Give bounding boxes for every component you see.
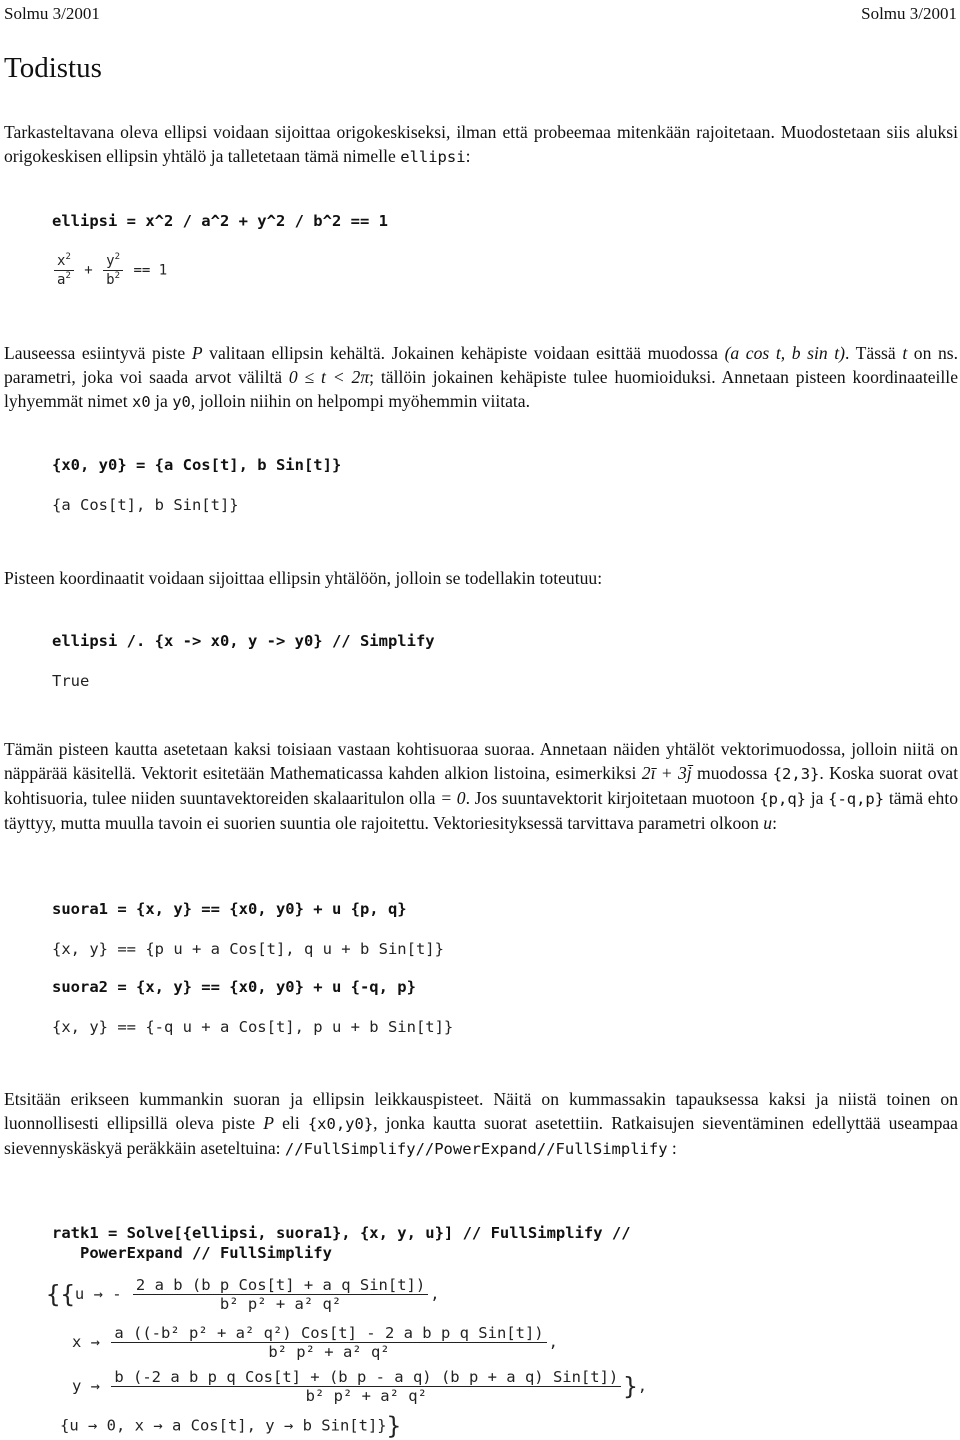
text: Tarkasteltavana oleva ellipsi voidaan sijoittaa origokeskiseksi, ilman että probeemaa mitenkään rajoitetaan. Muodostetaan siis aluksi origokeskisen ellipsin yhtälö ja talletetaan tämä nimelle [4, 122, 958, 166]
input-cell-simplify: ellipsi /. {x -> x0, y -> y0} // Simplify [52, 632, 435, 650]
output-cell-ratk1-x: x → $\frac{\text{a ((-b² p² + a² q²) Cos[t] - 2 a b p q Sin[t])}}{\text{b² p² + a² q²}}$ , [72, 1324, 558, 1361]
section-title: Todistus [4, 52, 102, 84]
input-cell-ellipsi: ellipsi = x^2 / a^2 + y^2 / b^2 == 1 [52, 212, 388, 230]
output-cell-suora2: {x, y} == {-q u + a Cos[t], p u + b Sin[t]} [52, 1018, 454, 1036]
output-cell-ratk1-u: {{u → - $\frac{\text{2 a b (b p Cos[t] + a q Sin[t])}}{\text{b² p² + a² q²}}$ , [46, 1276, 440, 1313]
paragraph-substitute: Pisteen koordinaatit voidaan sijoittaa ellipsin yhtälöön, jolloin se todellakin toteutuu: [4, 568, 603, 588]
fraction: $\frac{\text{a ((-b² p² + a² q²) Cos[t] - 2 a b p q Sin[t])}}{\text{b² p² + a² q²}}$ [111, 1324, 546, 1361]
input-cell-suora2: suora2 = {x, y} == {x0, y0} + u {-q, p} [52, 978, 416, 996]
output-cell-suora1: {x, y} == {p u + a Cos[t], q u + b Sin[t]} [52, 940, 444, 958]
input-cell-suora1: suora1 = {x, y} == {x0, y0} + u {p, q} [52, 900, 407, 918]
output-cell-ratk1-last: {u → 0, x → a Cos[t], y → b Sin[t]}} [60, 1412, 402, 1440]
header-right: Solmu 3/2001 [861, 4, 957, 23]
header-left: Solmu 3/2001 [4, 4, 100, 23]
paragraph-intersections: Etsitään erikseen kummankin suoran ja ellipsin leikkauspisteet. Näitä on kummassakin tapauksessa kaksi ja niistä toinen on luonnollisesti ellipsillä oleva piste P eli {x0,y0}, jonka kautta suorat asetettiin. Ratkaisujen sieventäminen edellyttää useampaa sievennyskäskyä peräkkäin aseteltuina: //FullSimplify//PowerExpand//FullSimplify : [4, 1089, 958, 1158]
paragraph-point: Lauseessa esiintyvä piste P valitaan ellipsin kehältä. Jokainen kehäpiste voidaan esittää muodossa (a cos t, b sin t). Tässä t on ns. parametri, joka voi saada arvot väliltä 0 ≤ t < 2π; tällöin jokainen kehäpiste tulee huomioiduksi. Annetaan pisteen koordinaateille lyhyemmät nimet x0 ja y0, jolloin niihin on helpompi myöhemmin viitata. [4, 343, 959, 411]
paragraph-lines: Tämän pisteen kautta asetetaan kaksi toisiaan vastaan kohtisuoraa suoraa. Annetaan näiden yhtälöt vektorimuodossa, jolloin niitä on näppärää käsitellä. Vektorit esitetään Mathematicassa kahden alkion listoina, esimerkiksi 2ī + 3j̄ muodossa {2,3}. Koska suorat ovat kohtisuoria, tulee niiden suuntavektoreiden skalaaritulon olla = 0. Jos suuntavektorit kirjoitetaan muotoon {p,q} ja {-q,p} tämä ehto täyttyy, mutta muulla tavoin ei suorien suuntia ole rajoitettu. Vektoriesityksessä tarvittava parametri olkoon u: [4, 739, 959, 833]
fraction: $\frac{y^2}{b^2}$ [103, 252, 123, 289]
paragraph-intro [4, 120, 958, 169]
page-header [0, 4, 960, 24]
output-cell-point: {a Cos[t], b Sin[t]} [52, 496, 239, 514]
input-cell-point: {x0, y0} = {a Cos[t], b Sin[t]} [52, 456, 342, 474]
fraction: $\frac{\text{2 a b (b p Cos[t] + a q Sin[t])}}{\text{b² p² + a² q²}}$ [133, 1276, 428, 1313]
fraction: $\frac{\text{b (-2 a b p q Cos[t] + (b p - a q) (b p + a q) Sin[t])}}{\text{b² p² + a² q²}}$ [111, 1368, 621, 1405]
output-cell-ratk1-y: y → $\frac{\text{b (-2 a b p q Cos[t] + (b p - a q) (b p + a q) Sin[t])}}{\text{b² p² + a² q²}}$ }, [72, 1368, 648, 1405]
output-cell-ellipsi: $\frac{x^2}{a^2}$ + $\frac{y^2}{b^2}$ == 1 [52, 252, 167, 289]
fraction: $\frac{x^2}{a^2}$ [54, 252, 74, 289]
input-cell-ratk1-line2: PowerExpand // FullSimplify [52, 1244, 332, 1262]
input-cell-ratk1-line1: ratk1 = Solve[{ellipsi, suora1}, {x, y, u}] // FullSimplify // [52, 1224, 631, 1242]
inline-code: ellipsi [400, 148, 466, 166]
text: : [465, 146, 471, 166]
output-cell-simplify: True [52, 672, 90, 690]
